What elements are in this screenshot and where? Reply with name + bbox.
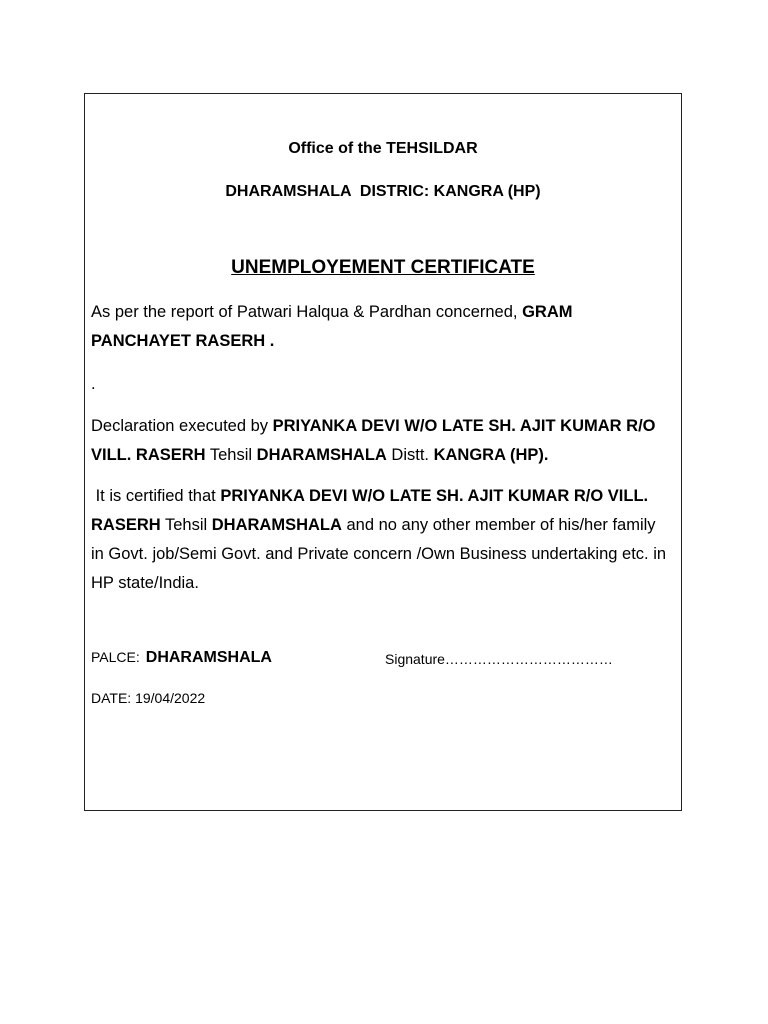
cert-text-2: Tehsil xyxy=(160,516,212,534)
paragraph-report xyxy=(91,298,671,356)
declarant-name: PRIYANKA DEVI W/O LATE SH. AJIT KUMAR R/O VILL. RASERH xyxy=(91,417,656,464)
signature-line: Signature……………………………… xyxy=(385,651,613,667)
place-label: PALCE: xyxy=(91,649,140,665)
declaration-text-1: Declaration executed by xyxy=(91,417,273,435)
cert-tehsil-name: DHARAMSHALA xyxy=(211,516,342,534)
tehsil-name: DHARAMSHALA xyxy=(256,446,387,464)
gram-panchayat: GRAM PANCHAYET RASERH . xyxy=(91,303,573,350)
place-row xyxy=(91,649,272,667)
date-line: DATE: 19/04/2022 xyxy=(91,690,206,706)
declaration-text-2: Tehsil xyxy=(205,446,257,464)
cert-text-3: and no any other member of his/her family in Govt. job/Semi Govt. and Private concern /Own Business undertaking etc. in HP state/India. xyxy=(91,516,667,592)
paragraph-certification xyxy=(91,482,671,598)
declaration-text-3: Distt. xyxy=(386,446,434,464)
report-text: As per the report of Patwari Halqua & Pardhan concerned, xyxy=(91,303,523,321)
place-value: DHARAMSHALA xyxy=(145,649,272,666)
certificate-title: UNEMPLOYEMENT CERTIFICATE xyxy=(231,257,535,278)
certificate-frame xyxy=(84,93,682,811)
cert-text-1: It is certified that xyxy=(91,487,221,505)
district-heading: DHARAMSHALA DISTRIC: KANGRA (HP) xyxy=(225,183,541,200)
district-name: KANGRA (HP). xyxy=(433,446,549,464)
office-heading: Office of the TEHSILDAR xyxy=(288,140,478,157)
paragraph-declaration xyxy=(91,412,671,470)
dot-line: . xyxy=(91,375,96,393)
cert-person-name: PRIYANKA DEVI W/O LATE SH. AJIT KUMAR R/O VILL. RASERH xyxy=(91,487,649,534)
